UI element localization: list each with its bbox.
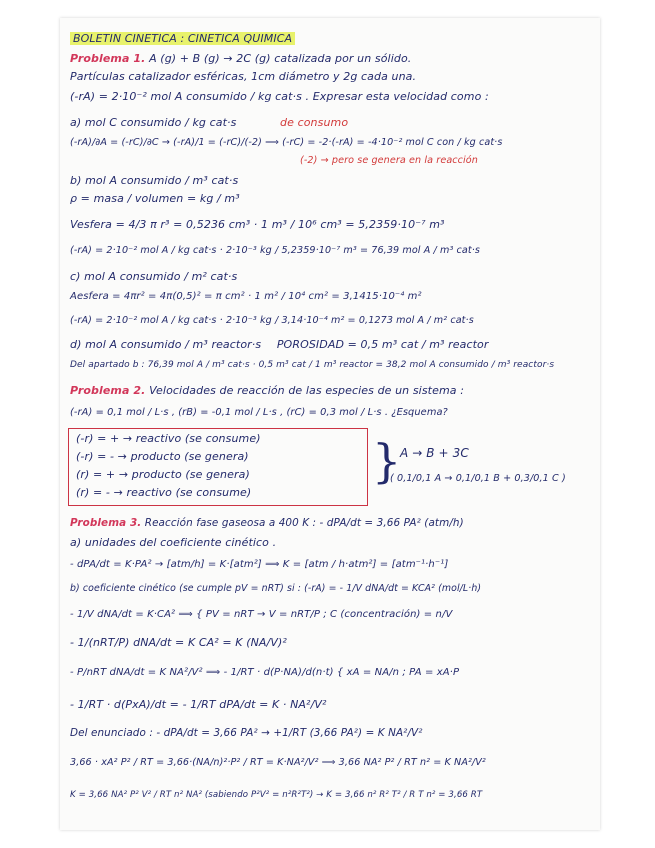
problem1-line2: Partículas catalizador esféricas, 1cm diámetro y 2g cada una. [70,70,417,83]
sign-rule-2: (-r) = - → producto (se genera) [76,450,249,463]
sign-rule-3: (r) = + → producto (se genera) [76,468,250,481]
problem1-c-area: Aesfera = 4πr² = 4π(0,5)² = π cm² · 1 m² / 10⁴ cm² = 3,1415·10⁻⁴ m² [70,291,422,302]
document-title: BOLETIN CINETICA : CINETICA QUIMICA [70,32,295,46]
problem2-statement-line: Problema 2. Velocidades de reacción de las especies de un sistema : [70,384,465,397]
problem1-c-title: c) mol A consumido / m² cat·s [70,270,238,283]
problem1-line3: (-rA) = 2·10⁻² mol A consumido / kg cat·s . Expresar esta velocidad como : [70,90,489,103]
problem1-a-note: (-2) → pero se genera en la reacción [300,155,478,166]
problem1-a-equation: (-rA)/∂A = (-rC)/∂C → (-rA)/1 = (-rC)/(-2) ⟹ (-rC) = -2·(-rA) = -4·10⁻² mol C con / kg cat·s [70,137,503,148]
problem3-b-eq1: - 1/V dNA/dt = K·CA² ⟹ { PV = nRT → V = nRT/P ; C (concentración) = n/V [70,609,453,620]
problem1-d-title: d) mol A consumido / m³ reactor·s POROSIDAD = 0,5 m³ cat / m³ reactor [70,338,489,351]
reaction-scheme-detail: ( 0,1/0,1 A → 0,1/0,1 B + 0,3/0,1 C ) [390,473,566,484]
problem3-a-equation: - dPA/dt = K·PA² → [atm/h] = K·[atm²] ⟹ K = [atm / h·atm²] = [atm⁻¹·h⁻¹] [70,559,449,570]
problem3-b-eq3: - P/nRT dNA/dt = K NA²/V² ⟹ - 1/RT · d(P·NA)/d(n·t) { xA = NA/n ; PA = xA·P [70,667,460,678]
problem1-b-title: b) mol A consumido / m³ cat·s [70,174,239,187]
problem1-b-result: (-rA) = 2·10⁻² mol A / kg cat·s · 2·10⁻³ kg / 5,2359·10⁻⁷ m³ = 76,39 mol A / m³ cat·s [70,245,480,256]
problem2-rates: (-rA) = 0,1 mol / L·s , (rB) = -0,1 mol / L·s , (rC) = 0,3 mol / L·s . ¿Esquema? [70,407,448,418]
problem1-b-density: ρ = masa / volumen = kg / m³ [70,192,240,205]
problem1-statement-line: Problema 1. A (g) + B (g) → 2C (g) catalizada por un sólido. [70,52,412,65]
problem1-d-result: Del apartado b : 76,39 mol A / m³ cat·s · 0,5 m³ cat / 1 m³ reactor = 38,2 mol A consumido / m³ reactor·s [70,360,555,370]
problem1-b-volume: Vesfera = 4/3 π r³ = 0,5236 cm³ · 1 m³ / 10⁶ cm³ = 5,2359·10⁻⁷ m³ [70,218,445,231]
problem1-a-title: a) mol C consumido / kg cat·s de consumo [70,116,349,129]
brace: } [372,434,402,488]
document-page [60,18,600,830]
problem3-b-eq7: K = 3,66 NA² P² V² / RT n² NA² (sabiendo P²V² = n²R²T²) → K = 3,66 n² R² T² / R T n² = 3,66 RT [70,790,483,800]
problem3-b-eq6: 3,66 · xA² P² / RT = 3,66·(NA/n)²·P² / RT = K·NA²/V² ⟹ 3,66 NA² P² / RT n² = K NA²/V² [70,757,486,768]
problem3-b-eq4: - 1/RT · d(PxA)/dt = - 1/RT dPA/dt = K · NA²/V² [70,698,327,711]
problem3-b-eq2: - 1/(nRT/P) dNA/dt = K CA² = K (NA/V)² [70,636,287,649]
sign-rule-1: (-r) = + → reactivo (se consume) [76,432,261,445]
problem3-b-title: b) coeficiente cinético (se cumple pV = nRT) si : (-rA) = - 1/V dNA/dt = KCA² (mol/L·h) [70,583,482,594]
reaction-scheme: A → B + 3C [400,446,469,460]
problem3-b-eq5: Del enunciado : - dPA/dt = 3,66 PA² → +1/RT (3,66 PA²) = K NA²/V² [70,727,423,739]
problem3-a-title: a) unidades del coeficiente cinético . [70,536,277,549]
sign-rule-4: (r) = - → reactivo (se consume) [76,486,252,499]
problem3-statement-line: Problema 3. Reacción fase gaseosa a 400 K : - dPA/dt = 3,66 PA² (atm/h) [70,517,464,529]
problem1-c-result: (-rA) = 2·10⁻² mol A / kg cat·s · 2·10⁻³ kg / 3,14·10⁻⁴ m² = 0,1273 mol A / m² cat·s [70,315,474,326]
